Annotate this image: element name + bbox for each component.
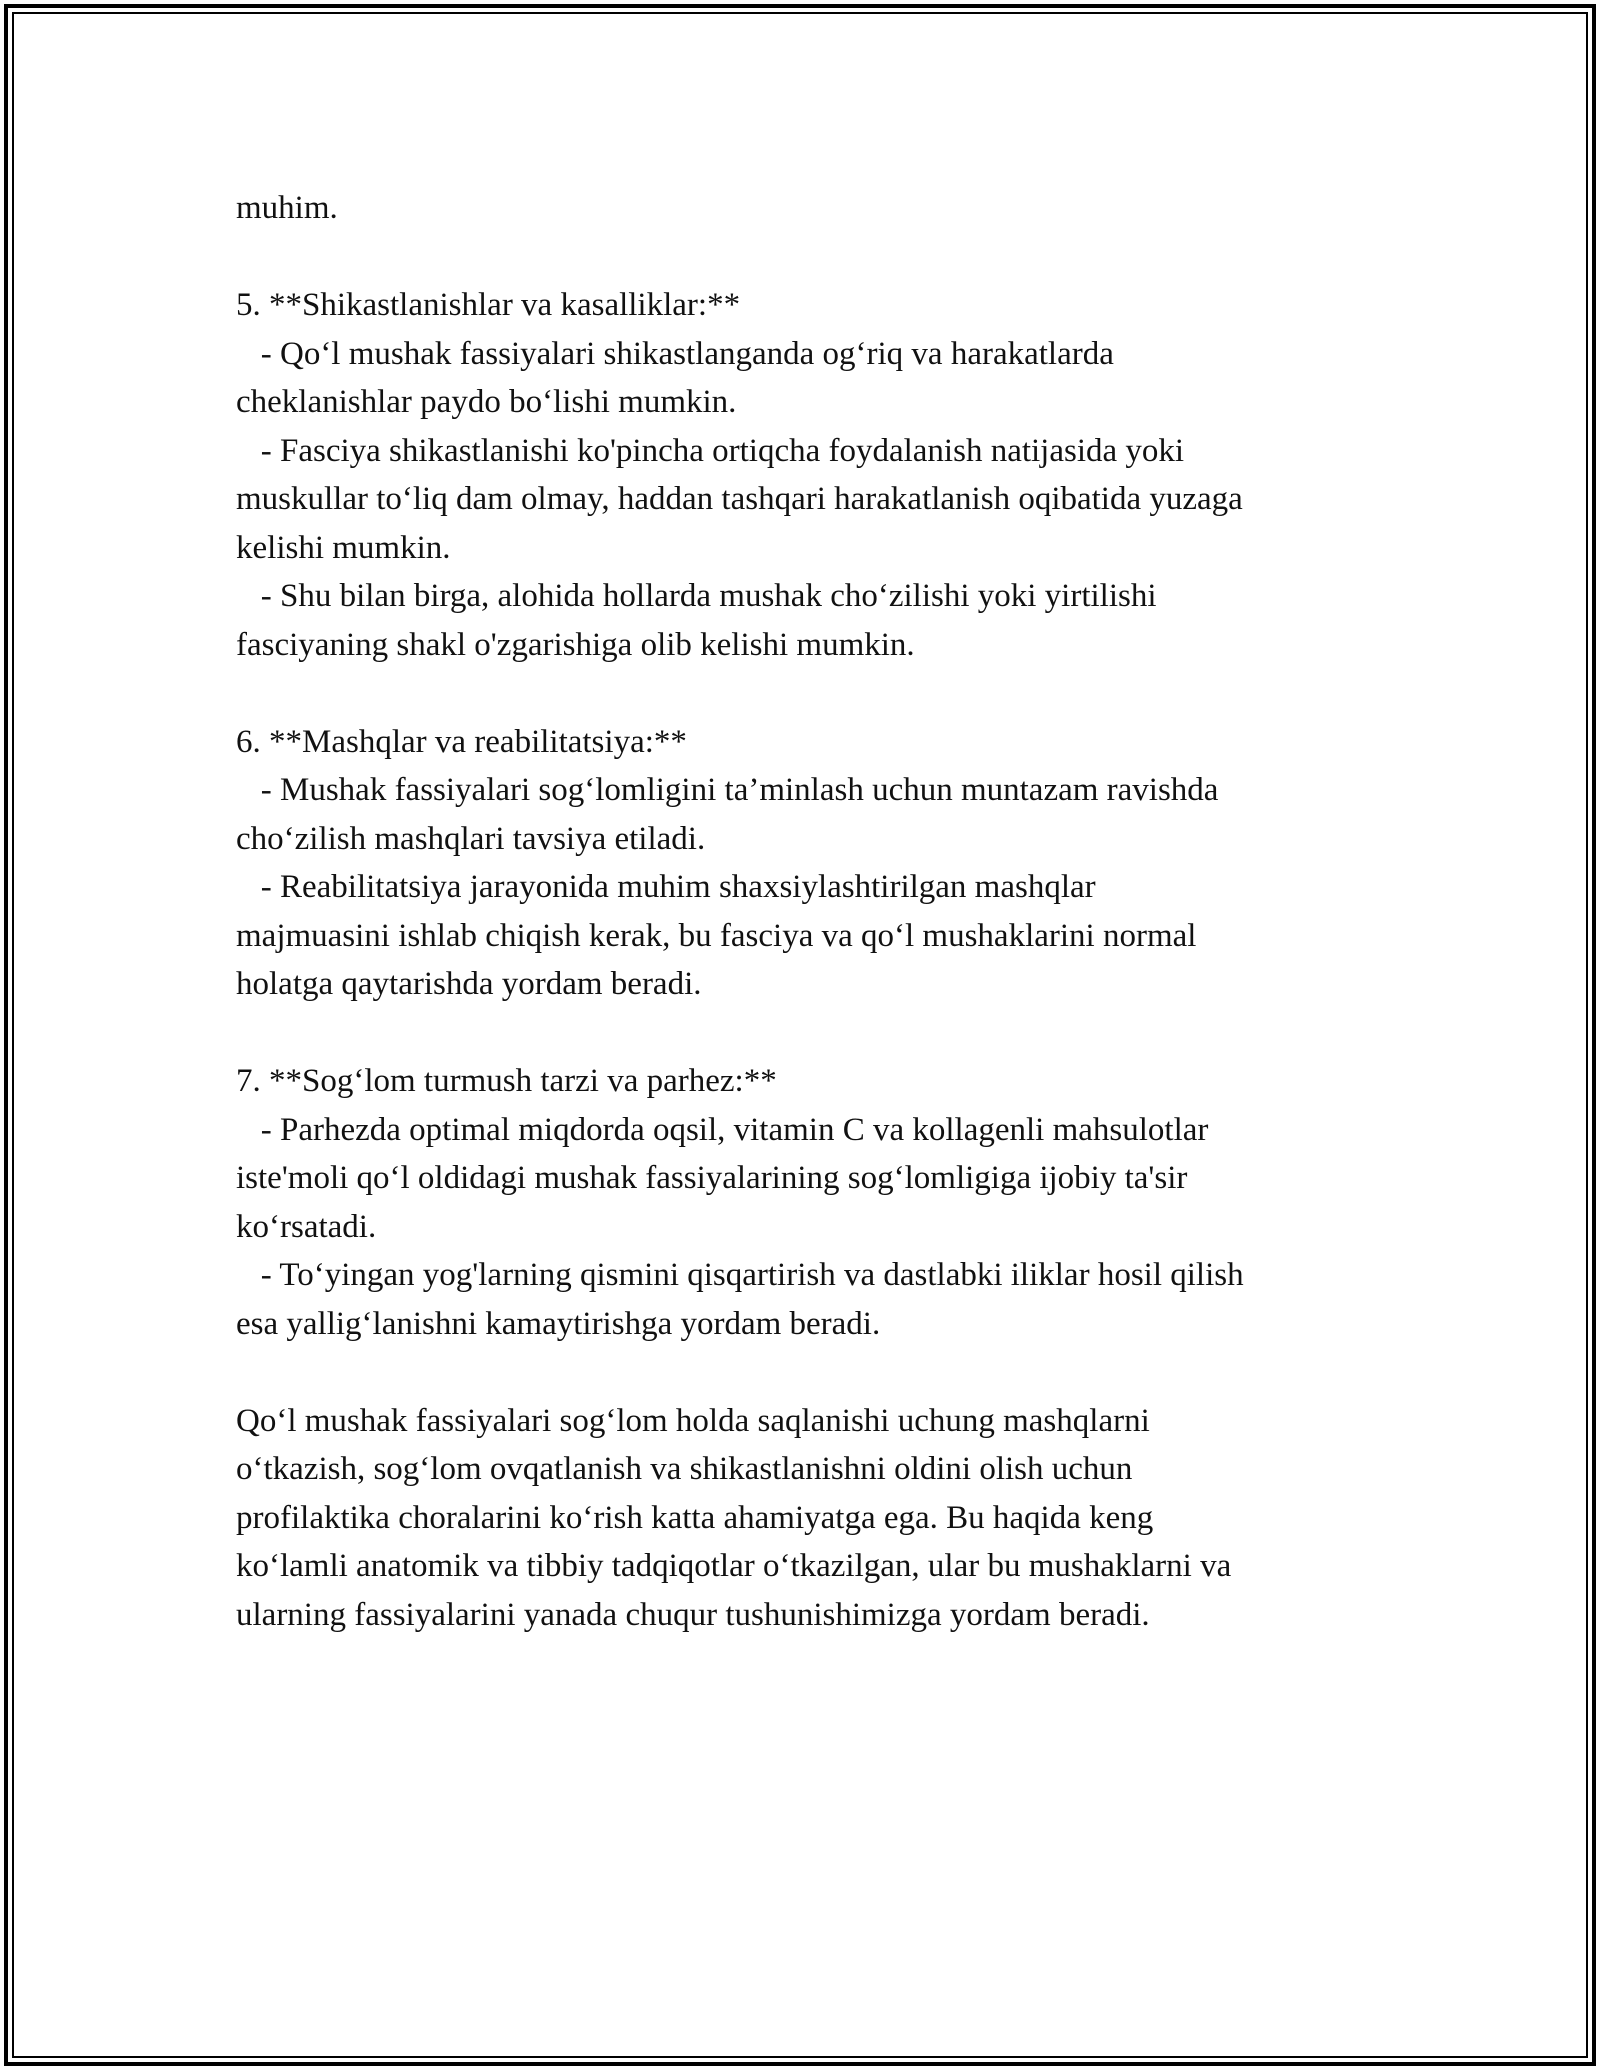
section-6-heading: 6. **Mashqlar va reabilitatsiya:** xyxy=(236,723,687,760)
conclusion-line: o‘tkazish, sog‘lom ovqatlanish va shikastlanishni oldini olish uchun xyxy=(236,1451,1133,1487)
text-line: cheklanishlar paydo bo‘lishi mumkin. xyxy=(236,384,737,420)
conclusion-line: Qo‘l mushak fassiyalari sog‘lom holda saqlanishi uchung mashqlarni xyxy=(236,1402,1150,1439)
text-line: muhim. xyxy=(236,190,338,226)
section-5-heading: 5. **Shikastlanishlar va kasalliklar:** xyxy=(236,287,741,323)
text-line: kelishi mumkin. xyxy=(236,529,451,566)
conclusion-line: ko‘lamli anatomik va tibbiy tadqiqotlar o‘tkazilgan, ular bu mushaklarni va xyxy=(236,1548,1232,1584)
blank-line xyxy=(236,233,1386,282)
text-line: - Qo‘l mushak fassiyalari shikastlanganda og‘riq va harakatlarda xyxy=(236,335,1114,372)
text-line: - Reabilitatsiya jarayonida muhim shaxsiylashtirilgan mashqlar xyxy=(236,869,1096,905)
text-line: ko‘rsatadi. xyxy=(236,1208,377,1245)
blank-line xyxy=(236,1348,1386,1397)
text-line: - Fasciya shikastlanishi ko'pincha ortiqcha foydalanish natijasida yoki xyxy=(236,432,1185,469)
section-7-heading: 7. **Sog‘lom turmush tarzi va parhez:** xyxy=(236,1063,777,1099)
document-body xyxy=(236,184,1386,1639)
text-line: holatga qaytarishda yordam beradi. xyxy=(236,966,702,1002)
blank-line xyxy=(236,1009,1386,1058)
text-line: muskullar to‘liq dam olmay, haddan tashqari harakatlanish oqibatida yuzaga xyxy=(236,481,1243,517)
text-line: - To‘yingan yog'larning qismini qisqartirish va dastlabki iliklar hosil qilish xyxy=(236,1257,1244,1293)
text-line: - Shu bilan birga, alohida hollarda mushak cho‘zilishi yoki yirtilishi xyxy=(236,578,1157,614)
conclusion-line: profilaktika choralarini ko‘rish katta ahamiyatga ega. Bu haqida keng xyxy=(236,1499,1154,1536)
text-line: fasciyaning shakl o'zgarishiga olib kelishi mumkin. xyxy=(236,626,915,663)
text-line: esa yallig‘lanishni kamaytirishga yordam beradi. xyxy=(236,1305,881,1342)
conclusion-line: ularning fassiyalarini yanada chuqur tushunishimizga yordam beradi. xyxy=(236,1596,1150,1633)
text-line: - Parhezda optimal miqdorda oqsil, vitamin C va kollagenli mahsulotlar xyxy=(236,1111,1209,1148)
text-line: - Mushak fassiyalari sog‘lomligini ta’minlash uchun muntazam ravishda xyxy=(236,772,1219,808)
blank-line xyxy=(236,669,1386,718)
text-line: iste'moli qo‘l oldidagi mushak fassiyalarining sog‘lomligiga ijobiy ta'sir xyxy=(236,1160,1188,1196)
text-line: cho‘zilish mashqlari tavsiya etiladi. xyxy=(236,820,706,857)
text-line: majmuasini ishlab chiqish kerak, bu fasciya va qo‘l mushaklarini normal xyxy=(236,917,1197,954)
